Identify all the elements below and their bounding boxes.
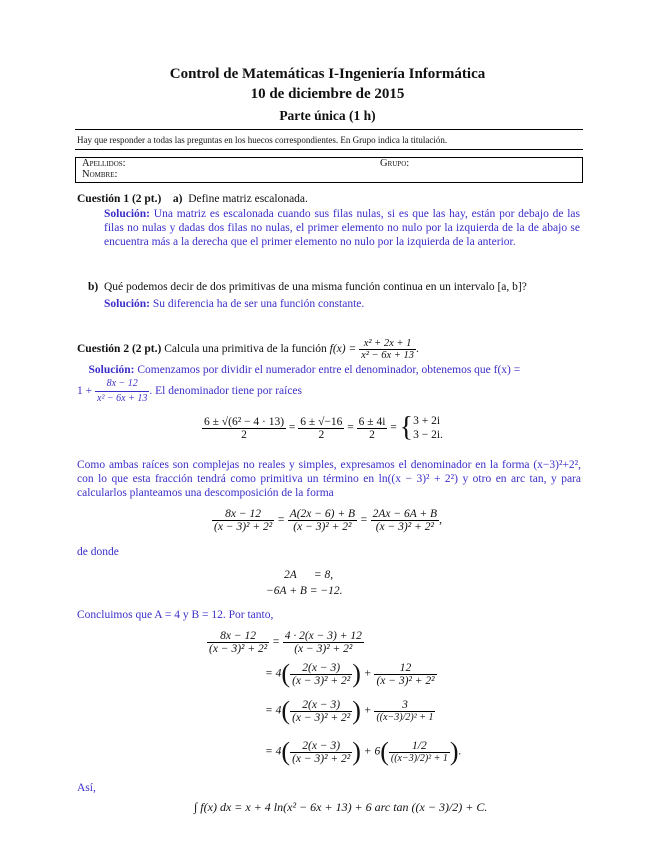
dec-right-den: (x − 3)² + 2² [371, 520, 440, 533]
q1-b-label: b) [88, 281, 99, 293]
roots-frac-2 [298, 416, 344, 441]
step-2-paren-open: ( [281, 659, 291, 688]
step-2-paren-close: ) [352, 659, 361, 688]
step-1-lhs-num: 8x − 12 [220, 630, 257, 642]
q1-b-solution [104, 298, 364, 310]
step-2-frac [290, 662, 352, 687]
system-eq-2: −6A + B = −12. [266, 585, 343, 597]
step-2-plus-den: (x − 3)² + 2² [376, 674, 435, 687]
step-4-num: 2(x − 3) [302, 739, 341, 752]
dec-frac-right [371, 508, 440, 533]
step-2: = 4( $\frac{2(x - 3)}{\text{(x − 3)² + 2²}}$ ) + $\frac{12}{\text{(x − 3)² + 2²}}$ [265, 659, 435, 688]
step-1-rhs [283, 630, 364, 655]
step-3-paren-close: ) [352, 696, 361, 725]
dec-left-num: 8x − 12 [225, 508, 262, 520]
title-line-1: Control de Matemáticas I-Ingeniería Informática [169, 66, 486, 82]
student-info-box[interactable] [75, 157, 583, 183]
top-rule [75, 129, 583, 130]
step-2-plus-frac [374, 662, 436, 687]
step-3-plus-num: 3 [402, 699, 408, 711]
step-2-num: 2(x − 3) [302, 661, 341, 674]
q2-label: Cuestión 2 (2 pt.) [77, 343, 162, 356]
asi: Así, [77, 782, 96, 794]
roots-frac-1-den: 2 [202, 428, 286, 441]
roots-frac-3 [357, 416, 388, 441]
q1-a-solution-label: Solución: [104, 208, 151, 220]
step-4-paren2-close: ) [449, 737, 459, 766]
dec-frac-left [212, 508, 274, 533]
roots-frac-2-den: 2 [298, 428, 344, 441]
q1-b-solution-text: Su diferencia ha de ser una función constante. [152, 298, 365, 310]
roots-list [413, 414, 443, 442]
step-4-den: (x − 3)² + 2² [292, 752, 351, 765]
roots-frac-1 [202, 416, 286, 441]
step-4-frac [290, 740, 352, 765]
step-3: = 4( $\frac{2(x - 3)}{\text{(x − 3)² + 2²}}$ ) + $\frac{3}{\text{((x−3)/2)² + 1}}$ [265, 696, 434, 725]
q2-one-plus: 1 + [77, 385, 93, 398]
dec-frac-middle [288, 508, 357, 533]
step-2-plus-num: 12 [399, 661, 412, 674]
step-2-den: (x − 3)² + 2² [292, 674, 351, 687]
q1-b-solution-label: Solución: [104, 298, 151, 310]
title-line-2: 10 de diciembre de 2015 [250, 86, 405, 102]
q2-division-den: x² − 6x + 13 [97, 393, 148, 404]
q1-b-statement [88, 281, 527, 293]
dec-middle-den: (x − 3)² + 2² [288, 520, 357, 533]
nombre-label: Nombre: [82, 169, 118, 180]
step-3-frac [290, 699, 352, 724]
root-1: 3 + 2i [413, 415, 441, 427]
conclusion: Concluimos que A = 4 y B = 12. Por tanto, [77, 609, 274, 621]
dec-left-den: (x − 3)² + 2² [214, 521, 273, 533]
q1-a-solution [104, 207, 580, 249]
roots-equation: $\frac{\text{6 ± √(6² − 4 · 13)}}{2}$ = $\frac{6 \pm √-16}{2}$ = $\frac{6 \pm 4i}{2}$ = { 3 + 2i 3 − 2i. [204, 412, 443, 443]
step-1: $\frac{8x - 12}{\text{(x − 3)² + 2²}}$ = $\frac{4 \cdot 2(x - 3) + 12}{\text{(x − 3)² + 2²}}$ [209, 630, 362, 655]
part-title: Parte única (1 h) [279, 108, 376, 123]
q2-solution-intro-text: Comenzamos por dividir el numerador entre el denominador, obtenemos que f(x) = [137, 364, 521, 376]
q2-function-fraction [359, 338, 416, 361]
q2-division-fraction [95, 377, 149, 406]
step-1-rhs-den: (x − 3)² + 2² [283, 642, 364, 655]
step-3-den: (x − 3)² + 2² [292, 711, 351, 724]
step-4-paren2-open: ( [380, 737, 389, 766]
q2-f-denominator: x² − 6x + 13 [361, 350, 414, 361]
system-eq-1: 2A = 8, [284, 569, 334, 581]
roots-frac-2-num: 6 ± √−16 [300, 415, 343, 428]
q2-solution-label: Solución: [88, 364, 135, 376]
step-4-arctan-den: ((x−3)/2)² + 1 [390, 753, 448, 764]
step-1-lhs [207, 630, 269, 655]
dec-right-num: 2Ax − 6A + B [372, 508, 438, 520]
step-4-coef: 6 [374, 745, 381, 758]
step-3-num: 2(x − 3) [302, 698, 341, 711]
q2-statement: Cuestión 2 (2 pt.) Calcula una primitiva de la función f(x) = $\frac{\text{x² + 2x + 1}}{\text{x² − 6x + 13}}$ . [77, 338, 419, 361]
q2-f-lhs: f(x) = [329, 343, 357, 356]
step-1-rhs-num: 4 · 2(x − 3) + 12 [284, 630, 362, 642]
apellidos-label: Apellidos: [82, 158, 126, 169]
root-2: 3 − 2i. [413, 429, 443, 441]
step-4-paren-open: ( [281, 737, 291, 766]
roots-brace: { [399, 412, 414, 443]
bottom-rule [75, 149, 583, 150]
q1-a-solution-text: Una matriz es escalonada cuando sus filas nulas, si es que las hay, están por debajo de las filas no nulas y dadas dos filas no nulas, el primer elemento no nulo por la izquierda de la de abajo se encuentra más a la derecha que el primer elemento no nulo por la izquierda de la anterior. [104, 208, 581, 248]
q1-a-text: Define matriz escalonada. [188, 193, 308, 205]
q1-statement [77, 193, 308, 205]
roots-frac-3-den: 2 [357, 428, 388, 441]
step-3-paren-open: ( [281, 696, 291, 725]
q1-b-text: Qué podemos decir de dos primitivas de una misma función continua en un intervalo [a, b]? [103, 281, 527, 293]
step-4: = 4( $\frac{2(x - 3)}{\text{(x − 3)² + 2²}}$ ) + 6( $\frac{1/2}{\text{((x−3)/2)² + 1}}$ ). [265, 737, 462, 766]
roots-frac-3-num: 6 ± 4i [358, 415, 386, 428]
q2-f-numerator: x² + 2x + 1 [363, 338, 412, 349]
decomposition-equation: $\frac{8x - 12}{\text{(x − 3)² + 2²}}$ = $\frac{A(2x - 6) + B}{\text{(x − 3)² + 2²}}$ = $\frac{2Ax - 6A + B}{\text{(x − 3)² + 2²}}$ , [214, 508, 442, 533]
de-donde: de donde [77, 546, 119, 558]
step-4-paren-close: ) [352, 737, 361, 766]
step-1-lhs-den: (x − 3)² + 2² [209, 643, 268, 655]
q1-a-label: a) [172, 193, 183, 205]
q2-division-num: 8x − 12 [106, 378, 138, 389]
step-3-plus-frac [374, 699, 435, 723]
q2-paragraph-1: Como ambas raíces son complejas no reales y simples, expresamos el denominador en la forma (x−3)²+2², con lo que esta fracción tendrá como primitiva un término en ln((x − 3)² + 2²) y otro en arc tan, y para calcularlos planteamos una descomposición de la forma [77, 459, 581, 499]
roots-frac-1-num: 6 ± √(6² − 4 · 13) [204, 415, 285, 428]
instructions: Hay que responder a todas las preguntas en los huecos correspondientes. En Grupo indica la titulación. [77, 135, 448, 145]
final-result: ∫ f(x) dx = x + 4 ln(x² − 6x + 13) + 6 arc tan ((x − 3)/2) + C. [194, 800, 488, 814]
grupo-label: Grupo: [380, 158, 410, 169]
step-4-arctan-frac [389, 740, 450, 764]
dec-middle-num: A(2x − 6) + B [289, 508, 356, 520]
q2-solution-intro [77, 363, 580, 406]
step-3-plus-den: ((x−3)/2)² + 1 [376, 712, 434, 723]
q2-text: Calcula una primitiva de la función [164, 343, 327, 356]
q1-label: Cuestión 1 (2 pt.) [77, 193, 162, 205]
step-4-arctan-num: 1/2 [412, 740, 427, 752]
q2-roots-text: . El denominador tiene por raíces [149, 385, 303, 398]
